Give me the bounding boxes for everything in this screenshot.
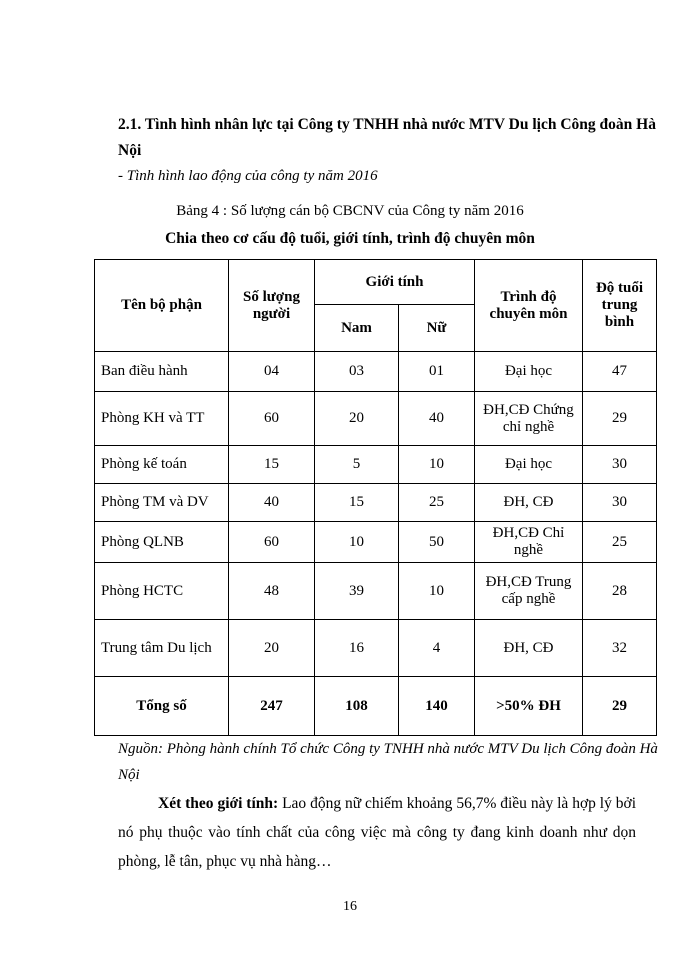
table-row — [95, 446, 657, 484]
cell-female: 01 — [399, 352, 475, 392]
cell-avg-age: 47 — [583, 352, 657, 392]
cell-avg-age: 29 — [583, 392, 657, 446]
cell-female: 10 — [399, 446, 475, 484]
cell-education: Đại học — [475, 352, 583, 392]
gender-paragraph — [118, 789, 636, 876]
cell-male: 03 — [315, 352, 399, 392]
cell-avg-age: 25 — [583, 522, 657, 563]
cell-education: ĐH, CĐ — [475, 620, 583, 677]
cell-department: Phòng HCTC — [95, 563, 229, 620]
cell-avg-age: 30 — [583, 484, 657, 522]
total-education: >50% ĐH — [475, 677, 583, 736]
table-row — [95, 392, 657, 446]
total-count: 247 — [229, 677, 315, 736]
total-female: 140 — [399, 677, 475, 736]
paragraph-lead: Xét theo giới tính: — [158, 795, 279, 812]
cell-department: Phòng kế toán — [95, 446, 229, 484]
source-note: Nguồn: Phòng hành chính Tổ chức Công ty TNHH nhà nước MTV Du lịch Công đoàn Hà Nội — [118, 741, 658, 783]
cell-education: ĐH,CĐ Trung cấp nghề — [475, 563, 583, 620]
section-heading: 2.1. Tình hình nhân lực tại Công ty TNHH nhà nước MTV Du lịch Công đoàn Hà Nội — [118, 116, 656, 159]
cell-male: 39 — [315, 563, 399, 620]
cell-education: ĐH, CĐ — [475, 484, 583, 522]
cell-count: 20 — [229, 620, 315, 677]
table-row — [95, 484, 657, 522]
cell-department: Ban điều hành — [95, 352, 229, 392]
total-avg-age: 29 — [583, 677, 657, 736]
header-avg-age: Độ tuổi trung bình — [583, 260, 657, 352]
paragraph-body: Lao động nữ chiếm khoảng 56,7% điều này là hợp lý bởi nó phụ thuộc vào tính chất của công việc mà công ty đang kinh doanh như dọn phòng, lễ tân, phục vụ nhà hàng… — [118, 795, 637, 870]
cell-male: 16 — [315, 620, 399, 677]
header-female: Nữ — [399, 305, 475, 352]
total-label: Tổng số — [95, 677, 229, 736]
cell-female: 10 — [399, 563, 475, 620]
table-row — [95, 352, 657, 392]
total-male: 108 — [315, 677, 399, 736]
cell-female: 40 — [399, 392, 475, 446]
cell-education: Đại học — [475, 446, 583, 484]
cell-female: 50 — [399, 522, 475, 563]
table-row — [95, 620, 657, 677]
cell-department: Phòng QLNB — [95, 522, 229, 563]
table-row — [95, 522, 657, 563]
cell-male: 10 — [315, 522, 399, 563]
header-department: Tên bộ phận — [95, 260, 229, 352]
table-subcaption: Chia theo cơ cấu độ tuổi, giới tính, trình độ chuyên môn — [165, 230, 535, 247]
cell-count: 60 — [229, 522, 315, 563]
cell-count: 40 — [229, 484, 315, 522]
cell-avg-age: 32 — [583, 620, 657, 677]
header-count: Số lượng người — [229, 260, 315, 352]
cell-avg-age: 28 — [583, 563, 657, 620]
header-male: Nam — [315, 305, 399, 352]
staff-table — [94, 259, 657, 736]
cell-female: 4 — [399, 620, 475, 677]
cell-male: 5 — [315, 446, 399, 484]
cell-department: Phòng TM và DV — [95, 484, 229, 522]
header-education: Trình độ chuyên môn — [475, 260, 583, 352]
cell-department: Phòng KH và TT — [95, 392, 229, 446]
cell-male: 15 — [315, 484, 399, 522]
cell-count: 48 — [229, 563, 315, 620]
header-gender: Giới tính — [315, 260, 475, 305]
cell-count: 15 — [229, 446, 315, 484]
cell-male: 20 — [315, 392, 399, 446]
cell-count: 60 — [229, 392, 315, 446]
table-row — [95, 563, 657, 620]
cell-avg-age: 30 — [583, 446, 657, 484]
cell-department: Trung tâm Du lịch — [95, 620, 229, 677]
table-caption: Bảng 4 : Số lượng cán bộ CBCNV của Công ty năm 2016 — [176, 203, 524, 219]
total-row — [95, 677, 657, 736]
cell-count: 04 — [229, 352, 315, 392]
page-number: 16 — [343, 899, 357, 914]
subheading: - Tình hình lao động của công ty năm 2016 — [118, 168, 378, 184]
cell-education: ĐH,CĐ Chứng chỉ nghề — [475, 392, 583, 446]
cell-female: 25 — [399, 484, 475, 522]
cell-education: ĐH,CĐ Chỉ nghề — [475, 522, 583, 563]
